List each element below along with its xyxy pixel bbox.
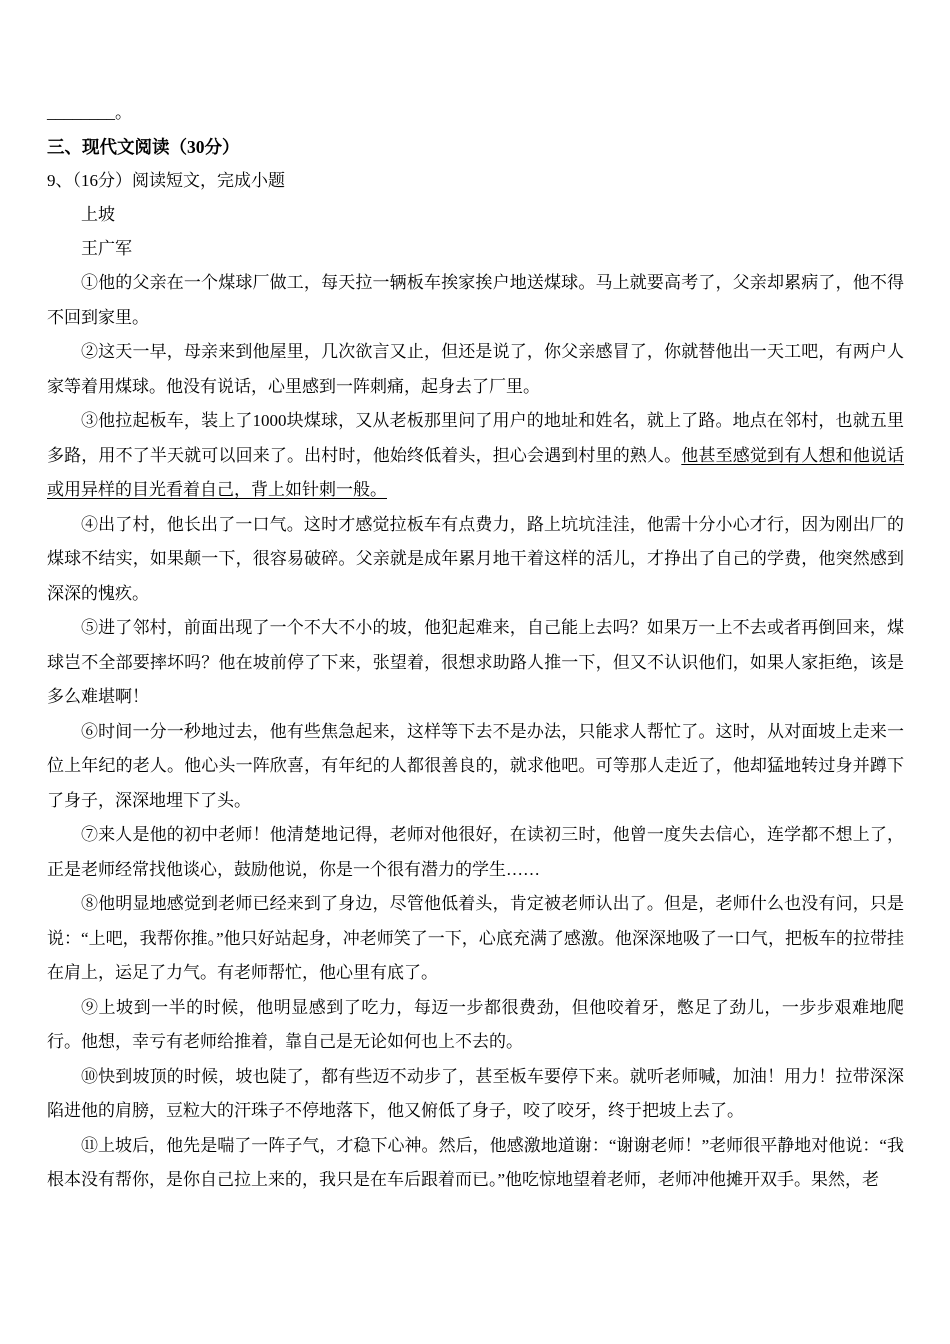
story-paragraph-8 — [47, 887, 904, 991]
paragraph-text: ⑪上坡后，他先是喘了一阵子气，才稳下心神。然后，他感激地道谢：“谢谢老师！”老师很平静地对他说：“我根本没有帮你，是你自己拉上来的，我只是在车后跟着而已。”他吃惊地望着老师，老师冲他摊开双手。果然，老 — [47, 1135, 904, 1189]
story-paragraph-7 — [47, 818, 904, 887]
paragraph-text: ③他拉起板车，装上了1000块煤球，又从老板那里问了用户的地址和姓名，就上了路。地点在邻村，也就五里多路，用不了半天就可以回来了。出村时，他始终低着头，担心会遇到村里的熟人。 — [47, 411, 904, 465]
story-paragraph-9 — [47, 991, 904, 1060]
underlined-sentence: 他甚至感觉到有人想和他说话或用异样的目光看着自己，背上如针刺一般。 — [47, 445, 905, 499]
paragraph-text: ⑨上坡到一半的时候，他明显感到了吃力，每迈一步都很费劲，但他咬着牙，憋足了劲儿，一步步艰难地爬行。他想，幸亏有老师给推着，靠自己是无论如何也上不去的。 — [47, 997, 904, 1051]
story-title: 上坡 — [81, 205, 115, 224]
story-paragraph-4 — [47, 508, 904, 612]
section-heading: 三、现代文阅读（30分） — [47, 137, 240, 157]
question-intro: 9、（16分）阅读短文，完成小题 — [47, 171, 285, 190]
story-paragraph-11 — [47, 1129, 904, 1198]
story-paragraph-10 — [47, 1060, 904, 1129]
paragraph-text: ⑥时间一分一秒地过去，他有些焦急起来，这样等下去不是办法，只能求人帮忙了。这时，从对面坡上走来一位上年纪的老人。他心头一阵欣喜，有年纪的人都很善良的，就求他吧。可等那人走近了，他却猛地转过身并蹲下了身子，深深地埋下了头。 — [47, 721, 904, 810]
paragraph-text: ⑧他明显地感觉到老师已经来到了身边，尽管他低着头，肯定被老师认出了。但是，老师什么也没有问，只是说：“上吧，我帮你推。”他只好站起身，冲老师笑了一下，心底充满了感激。他深深地吸了一口气，把板车的拉带挂在肩上，运足了力气。有老师帮忙，他心里有底了。 — [47, 894, 904, 982]
story-paragraph-3 — [47, 404, 904, 508]
story-paragraph-2 — [47, 335, 904, 404]
paragraph-text: ⑦来人是他的初中老师！他清楚地记得，老师对他很好，在读初三时，他曾一度失去信心，连学都不想上了，正是老师经常找他谈心，鼓励他说，你是一个很有潜力的学生…… — [47, 825, 904, 879]
story-paragraph-6 — [47, 715, 904, 819]
fill-in-blank-line: ________。 — [47, 103, 132, 122]
paragraph-text: ⑩快到坡顶的时候，坡也陡了，都有些迈不动步了，甚至板车要停下来。就听老师喊，加油！用力！拉带深深陷进他的肩膀，豆粒大的汗珠子不停地落下，他又俯低了身子，咬了咬牙，终于把坡上去了。 — [47, 1066, 904, 1120]
paragraph-text: ⑤进了邻村，前面出现了一个不大不小的坡，他犯起难来，自己能上去吗？如果万一上不去或者再倒回来，煤球岂不全部要摔坏吗？他在坡前停了下来，张望着，很想求助路人推一下，但又不认识他们，如果人家拒绝，该是多么难堪啊！ — [47, 618, 904, 706]
story-author: 王广军 — [81, 239, 132, 258]
paragraph-text: ④出了村，他长出了一口气。这时才感觉拉板车有点费力，路上坑坑洼洼，他需十分小心才行，因为刚出厂的煤球不结实，如果颠一下，很容易破碎。父亲就是成年累月地干着这样的活儿，才挣出了自己的学费，他突然感到深深的愧疚。 — [47, 514, 904, 603]
paragraph-text: ①他的父亲在一个煤球厂做工，每天拉一辆板车挨家挨户地送煤球。马上就要高考了，父亲却累病了，他不得不回到家里。 — [47, 273, 904, 327]
paragraph-text: ②这天一早，母亲来到他屋里，几次欲言又止，但还是说了，你父亲感冒了，你就替他出一天工吧，有两户人家等着用煤球。他没有说话，心里感到一阵刺痛，起身去了厂里。 — [47, 342, 904, 396]
story-paragraph-1 — [47, 266, 904, 335]
story-paragraph-5 — [47, 611, 904, 715]
